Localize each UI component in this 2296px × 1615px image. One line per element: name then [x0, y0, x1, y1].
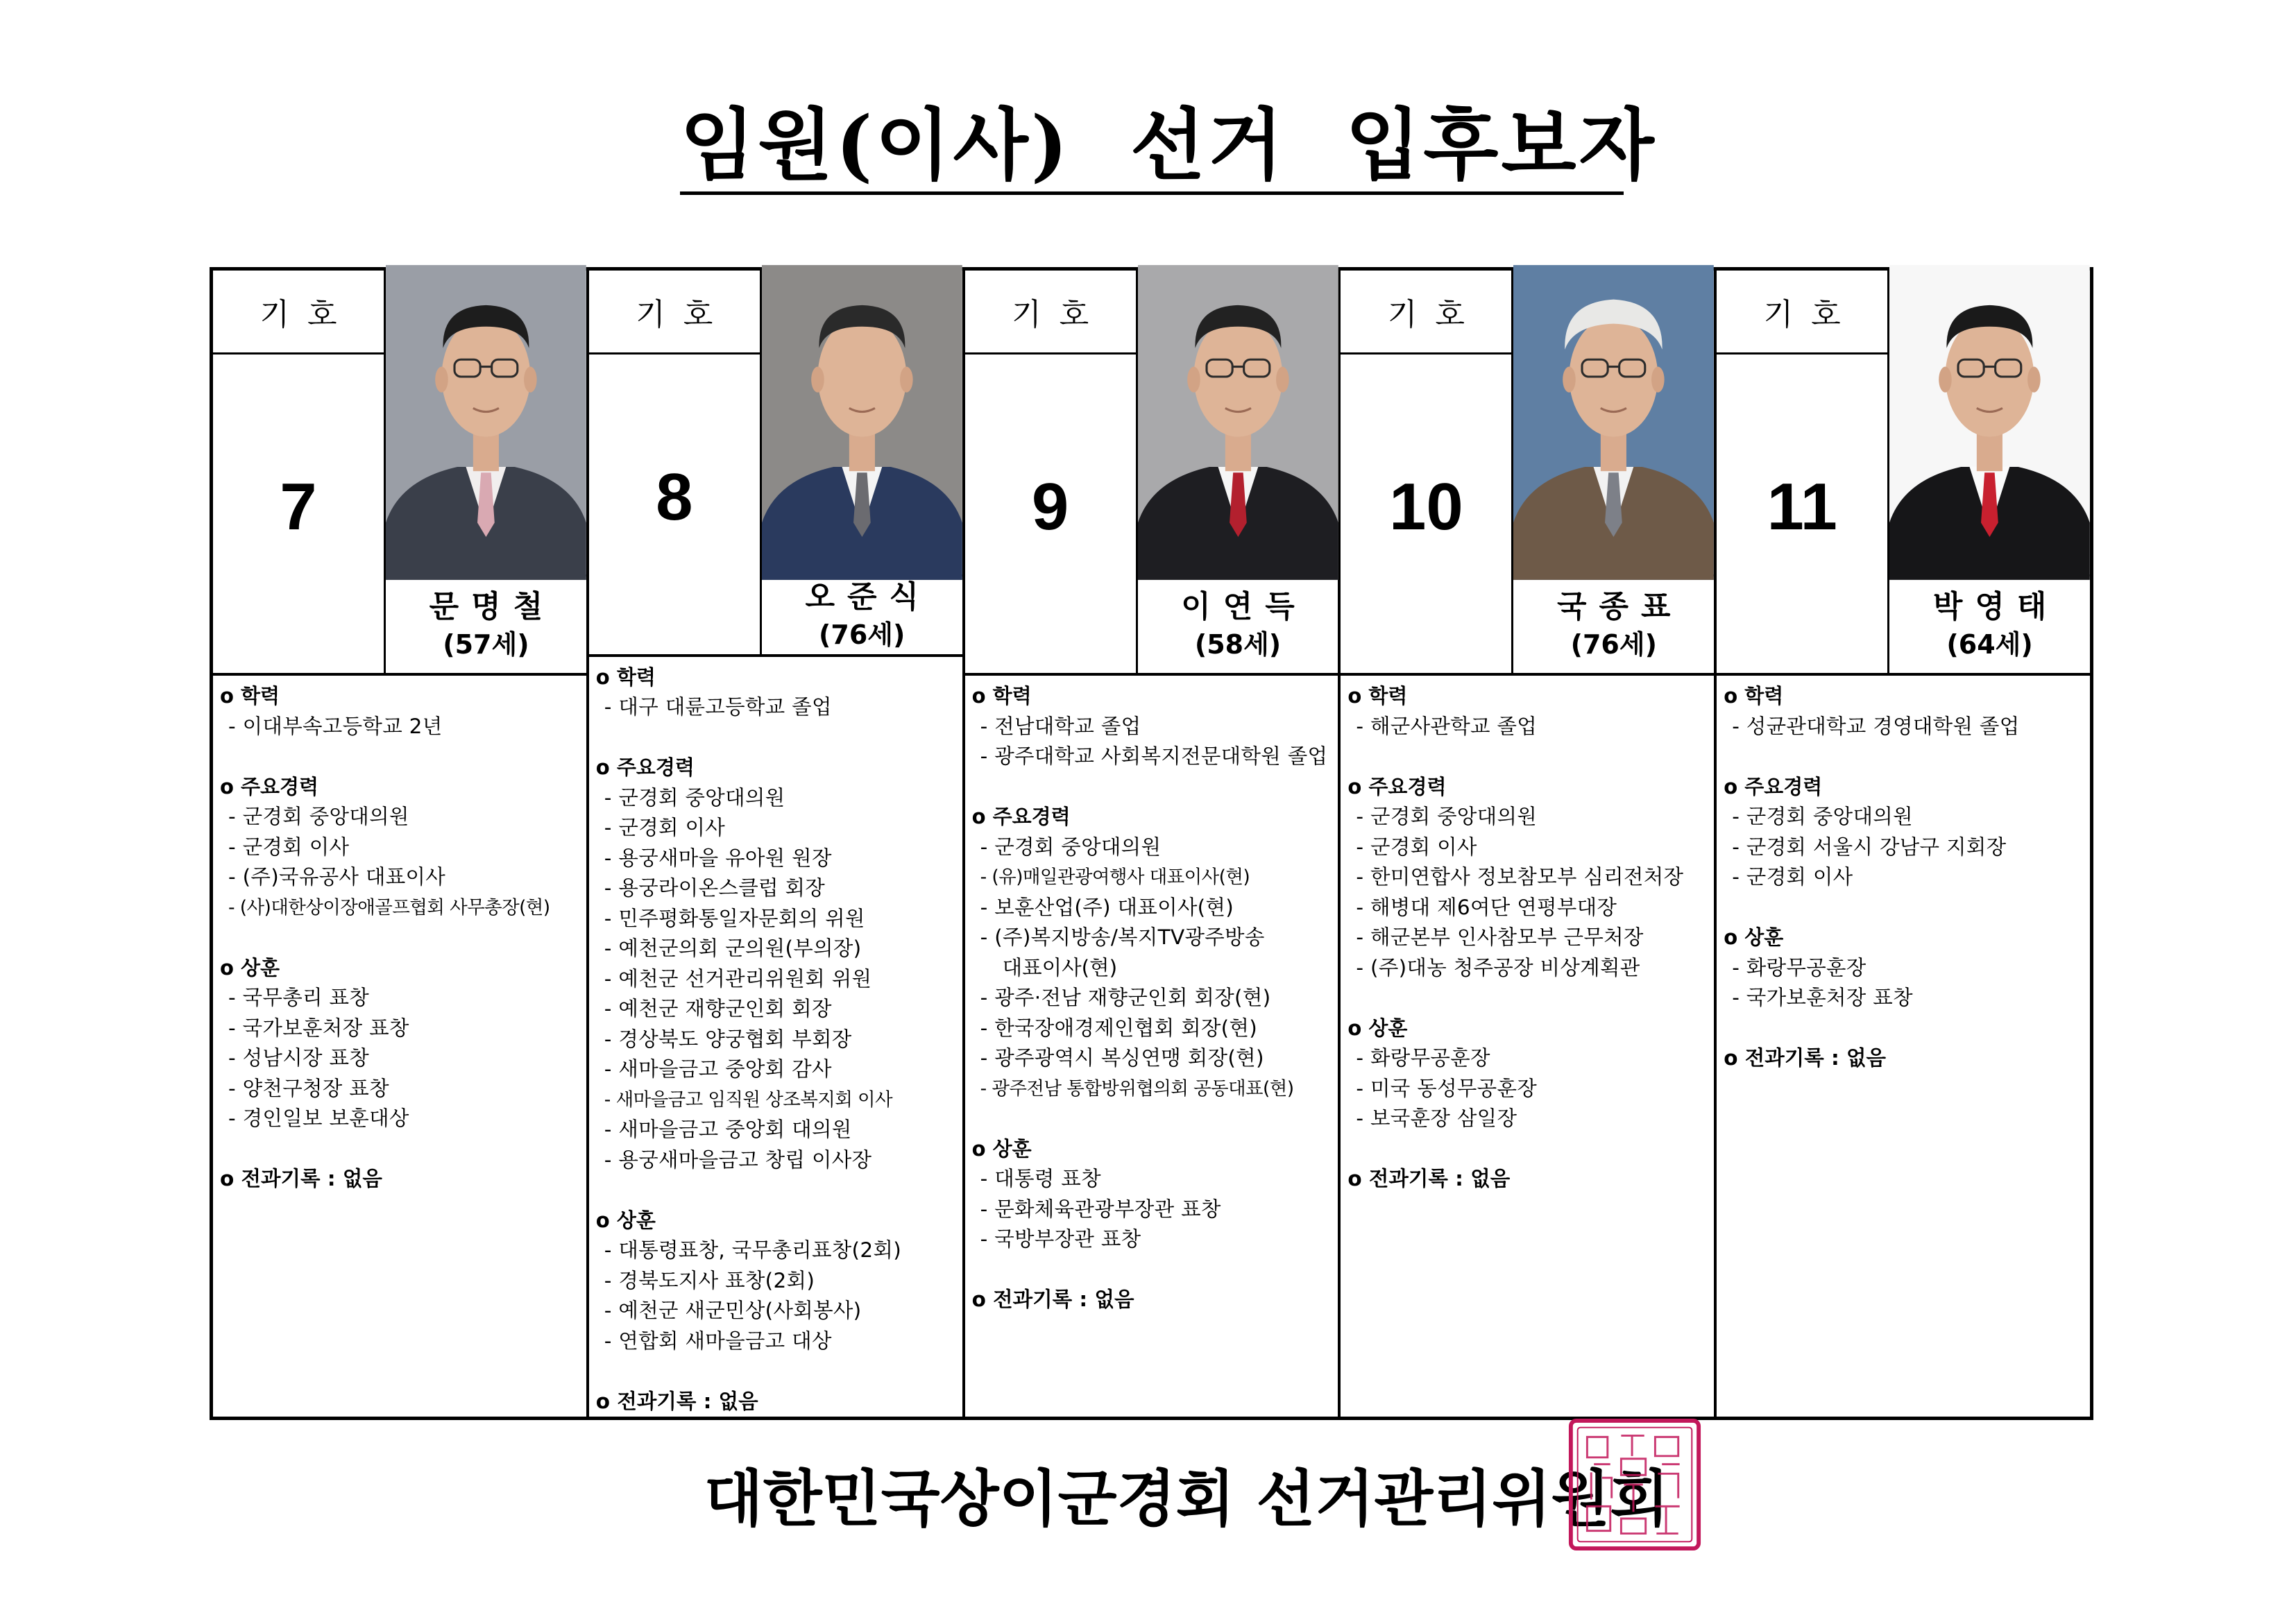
candidate-profile — [1341, 676, 1714, 1417]
criminal-record: o 전과기록 : 없음 — [1347, 1167, 1511, 1190]
education-item: - 전남대학교 졸업 — [980, 714, 1141, 738]
candidate-name: 이연득 — [1181, 588, 1307, 624]
award-item: - 화랑무공훈장 — [1356, 1046, 1490, 1070]
education-heading: o 학력 — [971, 684, 1032, 708]
spacer — [596, 1175, 957, 1206]
candidate-column — [1717, 271, 2090, 1417]
spacer — [1724, 893, 2084, 923]
candidate-profile — [965, 676, 1338, 1417]
spacer — [972, 1104, 1333, 1134]
awards-heading: o 상훈 — [595, 1208, 656, 1232]
career-item: - 광주광역시 복싱연맹 회장(현) — [980, 1046, 1264, 1070]
career-item: - (주)국유공사 대표이사 — [228, 865, 446, 889]
career-item: - 광주전남 통합방위협의회 공동대표(현) — [980, 1077, 1294, 1100]
career-item: - (유)매일관광여행사 대표이사(현) — [980, 866, 1250, 888]
name-box — [762, 576, 962, 654]
career-item: - 경상북도 양궁협회 부회장 — [604, 1027, 852, 1051]
award-item: - 연합회 새마을금고 대상 — [604, 1328, 832, 1353]
career-item: - 새마을금고 중앙회 대의원 — [604, 1118, 852, 1141]
criminal-record: o 전과기록 : 없음 — [1724, 1046, 1887, 1070]
candidate-column — [965, 271, 1341, 1417]
education-heading: o 학력 — [595, 665, 656, 689]
candidate-header — [589, 271, 962, 657]
spacer — [1724, 742, 2084, 772]
candidate-photo — [762, 271, 962, 576]
education-heading: o 학력 — [220, 684, 280, 708]
career-item: - (사)대한상이장애골프협회 사무총장(현) — [228, 896, 550, 918]
career-item: - 군경회 중앙대의원 — [228, 805, 409, 828]
portrait-illustration — [1889, 271, 2090, 574]
career-item: - 군경회 중앙대의원 — [604, 785, 785, 810]
spacer — [1347, 983, 1708, 1014]
career-item: - 군경회 중앙대의원 — [1356, 805, 1538, 828]
criminal-record: o 전과기록 : 없음 — [220, 1167, 382, 1190]
career-item: - 군경회 이사 — [604, 816, 726, 839]
award-item: - 예천군 새군민상(사회봉사) — [604, 1299, 862, 1322]
award-item: - 국가보훈처장 표창 — [228, 1016, 409, 1040]
career-heading: o 주요경력 — [1724, 774, 1823, 798]
career-item: - 새마을금고 임직원 상조복지회 이사 — [604, 1088, 893, 1111]
award-item: - 국방부장관 표창 — [980, 1227, 1141, 1251]
awards-heading: o 상훈 — [1347, 1016, 1408, 1040]
award-item: - 화랑무공훈장 — [1732, 955, 1866, 980]
candidate-name: 문명철 — [429, 588, 556, 624]
symbol-number: 8 — [656, 459, 693, 534]
spacer — [1347, 1134, 1708, 1165]
spacer — [596, 723, 957, 753]
candidate-name: 오준식 — [805, 579, 931, 615]
career-item: - 한국장애경제인협회 회장(현) — [980, 1016, 1258, 1040]
education-heading: o 학력 — [1724, 684, 1784, 708]
career-item: - 용궁새마을 유아원 원장 — [604, 846, 832, 870]
candidate-photo — [386, 271, 586, 576]
candidate-photo — [1513, 271, 1714, 576]
symbol-number: 10 — [1389, 469, 1463, 544]
career-item: - 군경회 이사 — [1732, 865, 1853, 889]
portrait-illustration — [1138, 271, 1338, 574]
spacer — [220, 1134, 581, 1165]
career-item: - 군경회 중앙대의원 — [1732, 805, 1913, 828]
career-item: - 군경회 서울시 강남구 지회장 — [1732, 835, 2007, 859]
name-box — [1889, 576, 2090, 673]
spacer — [972, 772, 1333, 803]
candidate-column — [1341, 271, 1717, 1417]
candidate-header — [1341, 271, 1714, 676]
portrait-box — [1138, 271, 1338, 673]
education-item: - 해군사관학교 졸업 — [1356, 714, 1538, 738]
name-box — [1513, 576, 1714, 673]
symbol-box — [589, 271, 762, 654]
career-item: - 군경회 중앙대의원 — [980, 835, 1162, 859]
symbol-box — [1717, 271, 1889, 673]
criminal-record: o 전과기록 : 없음 — [971, 1288, 1134, 1311]
page-title: 임원(이사) 선거 입후보자 — [680, 104, 1624, 195]
portrait-box — [386, 271, 586, 673]
portrait-box — [1513, 271, 1714, 673]
spacer — [1347, 742, 1708, 772]
award-item: - 국무총리 표창 — [228, 986, 370, 1009]
name-box — [386, 576, 586, 673]
name-box — [1138, 576, 1338, 673]
awards-heading: o 상훈 — [220, 955, 280, 980]
symbol-label: 기호 — [1717, 271, 1887, 354]
award-item: - 성남시장 표창 — [228, 1046, 370, 1070]
symbol-box — [965, 271, 1138, 673]
symbol-label: 기호 — [965, 271, 1136, 354]
candidate-column — [213, 271, 589, 1417]
career-item: - 새마을금고 중앙회 감사 — [604, 1057, 832, 1081]
candidate-profile — [1717, 676, 2090, 1417]
career-item: - 해병대 제6여단 연평부대장 — [1356, 895, 1617, 919]
symbol-label: 기호 — [589, 271, 760, 354]
portrait-illustration — [762, 271, 962, 574]
career-heading: o 주요경력 — [595, 755, 695, 779]
spacer — [220, 923, 581, 953]
symbol-box — [1341, 271, 1513, 673]
candidate-age: (76세) — [819, 619, 905, 650]
candidate-age: (76세) — [1570, 629, 1657, 660]
issuer-name: 대한민국상이군경회 선거관리위원회 — [704, 1462, 1669, 1535]
official-seal — [1567, 1417, 1703, 1553]
candidate-column — [589, 271, 965, 1417]
award-item: - 국가보훈처장 표창 — [1732, 986, 1913, 1009]
candidate-age: (57세) — [443, 629, 529, 660]
symbol-number: 9 — [1031, 469, 1069, 544]
portrait-illustration — [1513, 271, 1714, 574]
career-heading: o 주요경력 — [220, 774, 319, 798]
award-item: - 문화체육관광부장관 표창 — [980, 1197, 1221, 1221]
award-item: - 미국 동성무공훈장 — [1356, 1076, 1538, 1100]
career-item: - (주)복지방송/복지TV광주방송 — [980, 925, 1265, 949]
symbol-number: 7 — [280, 469, 317, 544]
career-heading: o 주요경력 — [1347, 774, 1447, 798]
award-item: - 경인일보 보훈대상 — [228, 1106, 409, 1130]
career-item: - 해군본부 인사참모부 근무처장 — [1356, 925, 1644, 949]
spacer — [220, 742, 581, 772]
career-item: - 예천군의회 군의원(부의장) — [604, 937, 862, 960]
symbol-label: 기호 — [1341, 271, 1511, 354]
spacer — [1724, 1014, 2084, 1044]
education-item: - 이대부속고등학교 2년 — [228, 714, 443, 738]
spacer — [596, 1356, 957, 1387]
portrait-illustration — [386, 271, 586, 574]
awards-heading: o 상훈 — [1724, 925, 1784, 949]
career-heading: o 주요경력 — [971, 805, 1071, 828]
candidate-board — [210, 267, 2093, 1420]
education-item: - 광주대학교 사회복지전문대학원 졸업 — [980, 744, 1328, 768]
career-item: - 용궁새마을금고 창립 이사장 — [604, 1147, 872, 1172]
career-item: - 광주·전남 재향군인회 회장(현) — [980, 986, 1271, 1009]
award-item: - 경북도지사 표창(2회) — [604, 1268, 815, 1292]
career-item: - (주)대농 청주공장 비상계획관 — [1356, 955, 1640, 980]
award-item: - 양천구청장 표창 — [228, 1076, 389, 1100]
candidate-profile — [213, 676, 586, 1417]
candidate-header — [1717, 271, 2090, 676]
candidate-name: 국종표 — [1557, 588, 1683, 624]
career-item: - 예천군 재향군인회 회장 — [604, 997, 832, 1020]
education-item: - 대구 대륜고등학교 졸업 — [604, 695, 832, 719]
candidate-header — [213, 271, 586, 676]
candidate-photo — [1138, 271, 1338, 576]
career-item: - 보훈산업(주) 대표이사(현) — [980, 895, 1234, 919]
career-item: - 예천군 선거관리위원회 위원 — [604, 966, 872, 991]
candidate-profile — [589, 657, 962, 1417]
portrait-box — [1889, 271, 2090, 673]
spacer — [972, 1255, 1333, 1285]
career-item: - 한미연합사 정보참모부 심리전처장 — [1356, 865, 1684, 889]
symbol-box — [213, 271, 386, 673]
career-item: - 민주평화통일자문회의 위원 — [604, 906, 865, 930]
portrait-box — [762, 271, 962, 654]
candidate-name: 박영태 — [1932, 588, 2059, 624]
education-item: - 성균관대학교 경영대학원 졸업 — [1732, 714, 2020, 738]
career-item: - 군경회 이사 — [1356, 835, 1477, 859]
symbol-number: 11 — [1767, 469, 1837, 544]
education-heading: o 학력 — [1347, 684, 1408, 708]
symbol-label: 기호 — [213, 271, 384, 354]
career-item: - 군경회 이사 — [228, 835, 350, 859]
award-item: - 대통령 표창 — [980, 1167, 1101, 1190]
candidate-header — [965, 271, 1338, 676]
candidate-age: (58세) — [1194, 629, 1282, 660]
award-item: - 대통령표창, 국무총리표창(2회) — [604, 1238, 902, 1262]
award-item: - 보국훈장 삼일장 — [1356, 1106, 1517, 1130]
candidate-photo — [1889, 271, 2090, 576]
criminal-record: o 전과기록 : 없음 — [595, 1389, 758, 1413]
career-item: 대표이사(현) — [1002, 955, 1118, 980]
awards-heading: o 상훈 — [971, 1136, 1032, 1161]
candidate-age: (64세) — [1946, 629, 2033, 660]
career-item: - 용궁라이온스클럽 회장 — [604, 876, 826, 900]
